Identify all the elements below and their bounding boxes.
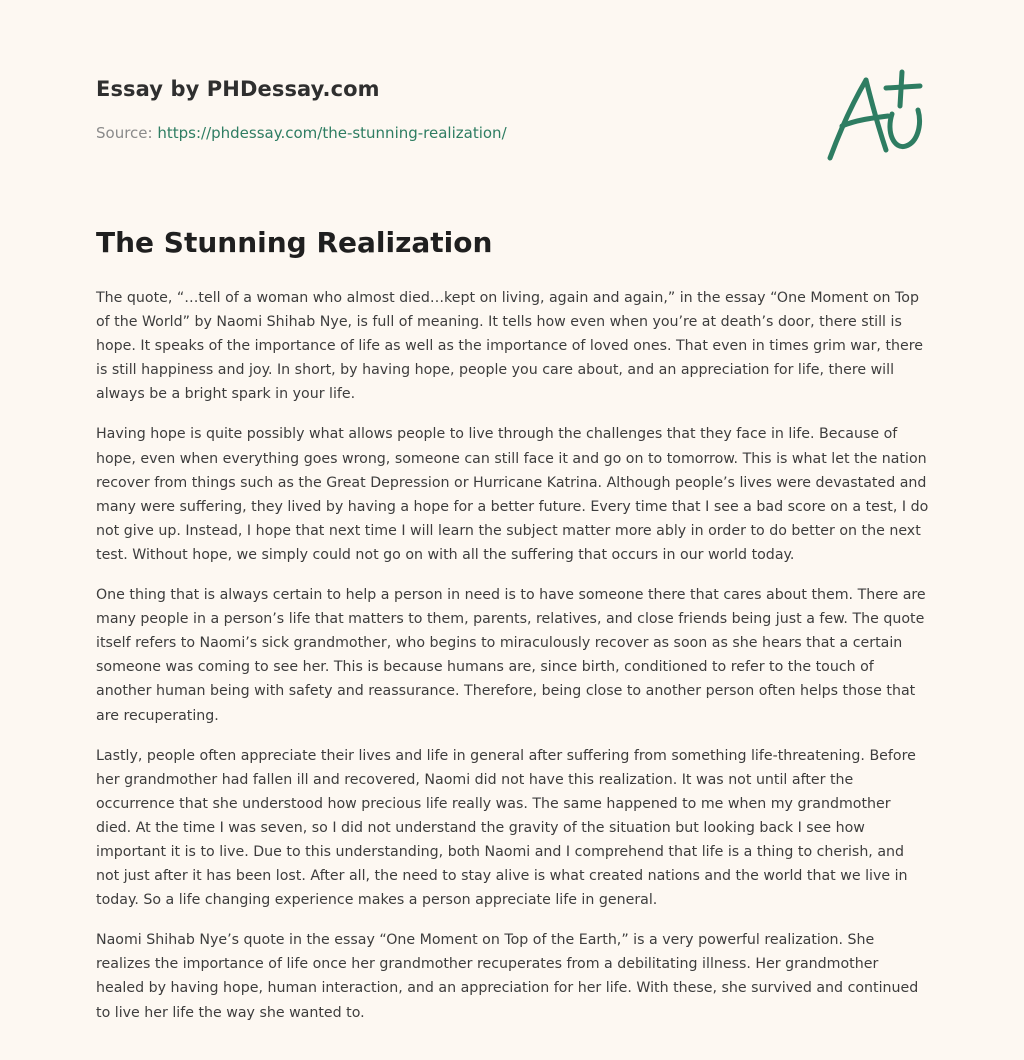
essay-body — [96, 286, 930, 1041]
essay-title: The Stunning Realization — [96, 226, 493, 259]
essay-paragraph: The quote, “…tell of a woman who almost died…kept on living, again and again,” in the essay “One Moment on Top of the World” by Naomi Shihab Nye, is full of meaning. It tells how even when you’re at death’s door, there still is hope. It speaks of the importance of life as well as the importance of loved ones. That even in times grim war, there is still happiness and joy. In short, by having hope, people you care about, and an appreciation for life, there will always be a bright spark in your life. — [96, 290, 923, 403]
essay-paragraph: Lastly, people often appreciate their lives and life in general after suffering from something life-threatening. Before her grandmother had fallen ill and recovered, Naomi did not have this realization. It was not until after the occurrence that she understood how precious life really was. The same happened to me when my grandmother died. At the time I was seven, so I did not understand the gravity of the situation but looking back I see how important it is to live. Due to this understanding, both Naomi and I comprehend that life is a thing to cherish, and not just after it has been lost. After all, the need to stay alive is what created nations and the world that we live in today. So a life changing experience makes a person appreciate life in general. — [96, 747, 916, 909]
essay-paragraph: Having hope is quite possibly what allows people to live through the challenges that they face in life. Because of hope, even when everything goes wrong, someone can still face it and go on to tomorrow. This is what let the nation recover from things such as the Great Depression or Hurricane Katrina. Although people’s lives were devastated and many were suffering, they lived by having a hope for a better future. Every time that I see a bad score on a test, I do not give up. Instead, I hope that next time I will learn the subject matter more ably in order to do better on the next test. Without hope, we simply could not go on with all the suffering that occurs in our world today. — [96, 426, 929, 563]
source-link[interactable]: https://phdessay.com/the-stunning-realization/ — [157, 124, 507, 142]
essay-paragraph: One thing that is always certain to help a person in need is to have someone there that cares about them. There are many people in a person’s life that matters to them, parents, relatives, and close friends being just a few. The quote itself refers to Naomi’s sick grandmother, who begins to miraculously recover as soon as she hears that a certain someone was coming to see her. This is because humans are, since birth, conditioned to refer to the touch of another human being with safety and reassurance. Therefore, being close to another person often helps those that are recuperating. — [96, 587, 926, 724]
site-title: Essay by PHDessay.com — [96, 77, 380, 101]
source-line — [96, 124, 507, 142]
source-label: Source: — [96, 124, 153, 142]
a-plus-logo-icon — [820, 66, 930, 166]
essay-paragraph: Naomi Shihab Nye’s quote in the essay “One Moment on Top of the Earth,” is a very powerful realization. She realizes the importance of life once her grandmother recuperates from a debilitating illness. Her grandmother healed by having hope, human interaction, and an appreciation for her life. With these, she survived and continued to live her life the way she wanted to. — [96, 932, 919, 1021]
